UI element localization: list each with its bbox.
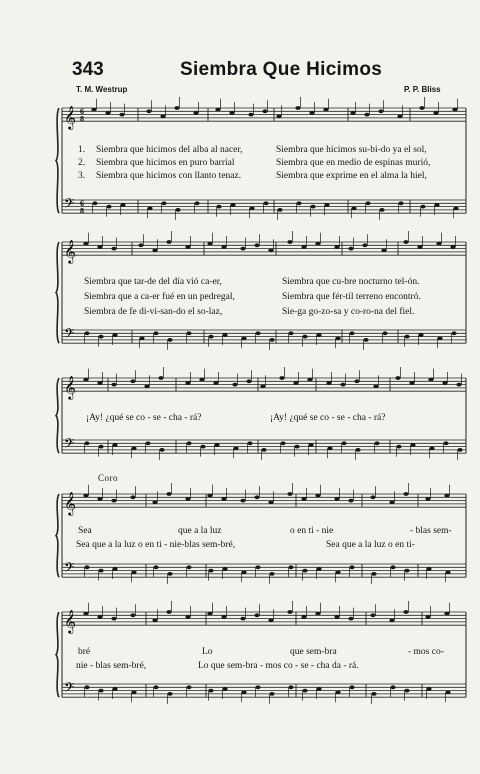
system5-bass-note: [445, 690, 450, 694]
system5-treble-note: [166, 610, 171, 614]
verse2-line2-left: Siembra que a ca-er fué en un pedregal,: [84, 292, 235, 302]
chorus-r2-upper-2: Lo: [202, 647, 213, 657]
system1-treble-note: [262, 109, 267, 113]
system5-bass-note: [208, 689, 213, 693]
system1-bass-note: [420, 205, 425, 209]
system1-treble-note: [295, 106, 300, 110]
system4-treble-note: [425, 497, 430, 501]
system2-treble-note: [185, 245, 190, 249]
system2-treble-note: [254, 243, 259, 247]
system5-bass-note: [241, 690, 246, 694]
refrain-right: ¡Ay! ¿qué se co - se - cha - rá?: [270, 413, 386, 423]
system5-bass-note: [186, 685, 191, 689]
system5-treble-note: [315, 612, 320, 616]
system3-bass-note: [429, 446, 434, 450]
system5-bass-note: [269, 692, 274, 696]
system3-bass-note: [374, 441, 379, 445]
system4-treble-note: [254, 495, 259, 499]
system4-bass-note: [112, 567, 117, 571]
system2-bass-note: [349, 331, 354, 335]
system5-treble-note: [111, 617, 116, 621]
system4-treble-note: [389, 500, 394, 504]
system2-bass-note: [316, 333, 321, 337]
system5-treble-note: [221, 615, 226, 619]
system1-bass-note: [147, 206, 152, 210]
system4-treble-note: [130, 495, 135, 499]
system1-bass-note: [296, 201, 301, 205]
system4-treble-note: [221, 497, 226, 501]
system5-treble-note: [389, 618, 394, 622]
system3-treble-note: [395, 376, 400, 380]
system4-bass-note: [445, 570, 450, 574]
system1-treble-note: [433, 111, 438, 115]
system1-time-sig-bottom: 8: [80, 206, 84, 216]
system4-bass-clef: 𝄢: [64, 559, 75, 579]
system2-bass-note: [84, 331, 89, 335]
system5-treble-note: [83, 612, 88, 616]
system4-treble-note: [111, 499, 116, 503]
system1-treble-note: [174, 106, 179, 110]
system3-bass-note: [410, 443, 415, 447]
system4-treble-note: [83, 494, 88, 498]
system1-treble-note: [350, 111, 355, 115]
system4-treble-note: [185, 497, 190, 501]
system4-treble-note: [287, 492, 292, 496]
system4-bass-note: [371, 572, 376, 576]
system1-treble-note: [378, 109, 383, 113]
system4-bass-note: [222, 567, 227, 571]
system1-time-sig-top: 6: [80, 107, 84, 117]
verse2-line1-left: Siembra que hicimos en puro barrial: [96, 158, 235, 168]
system4-treble-note: [444, 494, 449, 498]
system1-time-sig-bottom: 8: [80, 114, 84, 124]
system1-treble-note: [229, 111, 234, 115]
system4-bass-note: [167, 572, 172, 576]
system2-brace: [56, 242, 59, 343]
system4-treble-note: [152, 500, 157, 504]
system2-treble-note: [362, 243, 367, 247]
chorus-r1-upper-2: que a la luz: [178, 526, 222, 536]
system2-bass-note: [222, 333, 227, 337]
system2-treble-note: [83, 242, 88, 246]
system4-bass-note: [269, 572, 274, 576]
refrain-left: ¡Ay! ¿qué se co - se - cha - rá?: [86, 413, 202, 423]
verse3-line1-left: Siembra que hicimos con llanto tenaz.: [96, 171, 242, 181]
system2-treble-note: [450, 245, 455, 249]
hymn-title: Siembra Que Hicimos: [180, 59, 383, 80]
system4-treble-note: [348, 499, 353, 503]
system4-bass-note: [131, 570, 136, 574]
system2-bass-note: [451, 331, 456, 335]
system1-bass-note: [92, 201, 97, 205]
system5-bass-note: [131, 690, 136, 694]
system1-treble-note: [146, 109, 151, 113]
system5-brace: [56, 612, 59, 697]
system3-treble-note: [456, 383, 461, 387]
system3-bass-note: [327, 446, 332, 450]
system3-treble-note: [83, 378, 88, 382]
system1-treble-note: [323, 108, 328, 112]
chorus-r2-lower-1: nie - blas sem-bré,: [76, 661, 147, 671]
system1-treble-clef: 𝄞: [64, 105, 76, 130]
system3-bass-note: [200, 445, 205, 449]
system5-bass-note: [167, 692, 172, 696]
system2-bass-note: [139, 336, 144, 340]
system1-bass-note: [106, 205, 111, 209]
verse-number-2: 2.: [78, 158, 86, 168]
system5-treble-note: [254, 613, 259, 617]
system4-bass-note: [288, 565, 293, 569]
system4-bass-note: [426, 567, 431, 571]
system5-bass-note: [153, 685, 158, 689]
system1-bass-note: [324, 203, 329, 207]
system3-treble-note: [293, 381, 298, 385]
system4-bass-note: [241, 570, 246, 574]
system1-treble-note: [248, 113, 253, 117]
system3-bass-note: [341, 441, 346, 445]
system5-treble-note: [152, 618, 157, 622]
system1-treble-note: [364, 113, 369, 117]
chorus-r2-upper-1: bré: [78, 647, 91, 657]
system3-bass-note: [131, 446, 136, 450]
system2-bass-note: [98, 335, 103, 339]
system1-brace: [56, 108, 59, 213]
system1-treble-note: [193, 111, 198, 115]
system1-bass-note: [175, 208, 180, 212]
verse2-line1-right: Siembra que en medio de espinas murió,: [276, 158, 431, 168]
system4-bass-note: [98, 569, 103, 573]
system3-bass-note: [112, 443, 117, 447]
system1-bass-note: [453, 206, 458, 210]
system2-bass-note: [418, 333, 423, 337]
system1-bass-note: [434, 203, 439, 207]
system4-bass-note: [335, 570, 340, 574]
system3-bass-note: [159, 448, 164, 452]
system5-treble-note: [425, 615, 430, 619]
system2-treble-note: [111, 247, 116, 251]
system3-treble-note: [199, 378, 204, 382]
verse2-line2-right: Siembra que fér-til terreno encontró.: [282, 292, 421, 302]
system5-treble-note: [444, 612, 449, 616]
system2-bass-note: [167, 338, 172, 342]
verse3-line2-left: Siembra de fe di-vi-san-do el so-laz,: [84, 307, 223, 317]
system2-bass-note: [404, 335, 409, 339]
system3-treble-clef: 𝄞: [64, 375, 76, 400]
system2-treble-note: [417, 245, 422, 249]
system5-treble-note: [348, 617, 353, 621]
verse1-line2-right: Siembra que cu-bre nocturno tel-ón.: [282, 277, 420, 287]
system3-treble-note: [428, 378, 433, 382]
system4-bass-note: [302, 569, 307, 573]
system1-treble-note: [215, 108, 220, 112]
system1-treble-note: [419, 106, 424, 110]
system5-bass-note: [222, 687, 227, 691]
system2-bass-clef: 𝄢: [64, 325, 75, 345]
system5-treble-note: [403, 610, 408, 614]
system4-treble-clef: 𝄞: [64, 491, 76, 516]
system3-bass-note: [145, 441, 150, 445]
system4-bass-note: [84, 565, 89, 569]
system3-treble-note: [279, 376, 284, 380]
system5-treble-note: [287, 610, 292, 614]
system3-bass-note: [186, 441, 191, 445]
system3-bass-note: [233, 446, 238, 450]
system3-bass-note: [457, 448, 462, 452]
system4-treble-note: [315, 494, 320, 498]
system3-bass-note: [280, 441, 285, 445]
system3-treble-note: [307, 378, 312, 382]
system1-bass-note: [216, 205, 221, 209]
system2-treble-note: [207, 242, 212, 246]
system3-bass-note: [308, 443, 313, 447]
system2-bass-note: [363, 338, 368, 342]
system1-bass-note: [249, 206, 254, 210]
system1-treble-note: [105, 111, 110, 115]
system3-bass-note: [443, 441, 448, 445]
system5-bass-note: [390, 685, 395, 689]
system2-treble-note: [287, 240, 292, 244]
system2-treble-note: [152, 248, 157, 252]
system5-bass-note: [371, 692, 376, 696]
system5-treble-note: [240, 617, 245, 621]
system4-bass-note: [316, 567, 321, 571]
verse1-line2-left: Siembra que tar-de del día vió ca-er,: [84, 277, 222, 287]
system3-treble-note: [326, 381, 331, 385]
system5-bass-note: [98, 689, 103, 693]
system4-bass-note: [349, 565, 354, 569]
system2-treble-note: [138, 243, 143, 247]
system4-bass-note: [153, 565, 158, 569]
system4-treble-note: [370, 495, 375, 499]
system1-treble-note: [452, 108, 457, 112]
system5-bass-note: [335, 690, 340, 694]
system3-treble-note: [232, 383, 237, 387]
system1-treble-note: [397, 114, 402, 118]
system3-treble-note: [354, 379, 359, 383]
system2-bass-note: [241, 336, 246, 340]
system1-treble-note: [276, 114, 281, 118]
system1-bass-note: [277, 208, 282, 212]
system2-treble-note: [315, 242, 320, 246]
verse1-line1-right: Siembra que hicimos su-bi-do ya el sol,: [276, 145, 427, 155]
system5-bass-note: [404, 689, 409, 693]
system1-bass-note: [365, 201, 370, 205]
system4-brace: [56, 494, 59, 577]
chorus-r1-lower-2: Sea que a la luz o en ti-: [326, 540, 415, 550]
verse-number-3: 3.: [78, 171, 86, 181]
system4-treble-note: [301, 497, 306, 501]
system4-bass-note: [208, 569, 213, 573]
system4-treble-note: [334, 497, 339, 501]
verse3-line2-right: Sie-ga go-zo-sa y co-ro-na del fiel.: [282, 307, 415, 317]
system3-treble-note: [158, 376, 163, 380]
verse-number-1: 1.: [78, 145, 86, 155]
system2-bass-note: [112, 333, 117, 337]
system3-treble-note: [144, 384, 149, 388]
system4-treble-note: [268, 500, 273, 504]
system2-treble-clef: 𝄞: [64, 239, 76, 264]
system1-treble-note: [119, 113, 124, 117]
system5-bass-note: [255, 685, 260, 689]
system4-bass-note: [390, 565, 395, 569]
composer-credit: P. P. Bliss: [404, 85, 441, 94]
system5-bass-note: [112, 687, 117, 691]
hymn-number: 343: [72, 59, 104, 80]
system2-bass-note: [302, 335, 307, 339]
chorus-r1-lower-1: Sea que a la luz o en ti - nie-blas sem-bré,: [76, 540, 236, 550]
system5-bass-note: [349, 685, 354, 689]
chorus-r2-lower-2: Lo que sem-bra - mos co - se - cha da - rá.: [198, 661, 359, 671]
system4-treble-note: [240, 499, 245, 503]
system2-bass-note: [255, 331, 260, 335]
system2-treble-note: [436, 242, 441, 246]
chorus-r1-upper-4: - blas sem-: [410, 526, 452, 536]
system5-treble-note: [130, 613, 135, 617]
system1-bass-note: [120, 203, 125, 207]
system2-treble-note: [221, 245, 226, 249]
system1-bass-note: [263, 201, 268, 205]
system1-time-sig-top: 6: [80, 199, 84, 209]
system5-bass-note: [302, 689, 307, 693]
system2-treble-note: [166, 240, 171, 244]
system5-bass-note: [288, 685, 293, 689]
system5-treble-note: [185, 615, 190, 619]
system2-treble-note: [334, 245, 339, 249]
system5-treble-clef: 𝄞: [64, 609, 76, 634]
system1-bass-clef: 𝄢: [64, 195, 75, 215]
system3-bass-note: [294, 445, 299, 449]
system3-treble-note: [246, 379, 251, 383]
system4-bass-note: [404, 569, 409, 573]
system2-bass-note: [382, 331, 387, 335]
system4-treble-note: [166, 492, 171, 496]
system3-brace: [56, 378, 59, 453]
system5-bass-note: [316, 687, 321, 691]
system3-treble-note: [213, 381, 218, 385]
system3-treble-note: [340, 383, 345, 387]
system2-treble-note: [381, 248, 386, 252]
system1-bass-note: [161, 201, 166, 205]
system3-treble-note: [409, 381, 414, 385]
system4-bass-note: [186, 565, 191, 569]
system5-bass-note: [84, 685, 89, 689]
system3-bass-note: [214, 443, 219, 447]
verse1-line1-left: Siembra que hicimos del alba al nacer,: [96, 145, 243, 155]
system5-treble-note: [334, 615, 339, 619]
system5-treble-note: [207, 612, 212, 616]
system3-treble-note: [185, 381, 190, 385]
system3-treble-note: [97, 381, 102, 385]
system1-treble-note: [309, 111, 314, 115]
system1-bass-note: [230, 203, 235, 207]
system1-bass-note: [398, 201, 403, 205]
system4-bass-note: [255, 565, 260, 569]
system5-treble-note: [268, 618, 273, 622]
chorus-r2-upper-4: - mos co-: [408, 647, 444, 657]
system3-bass-note: [247, 441, 252, 445]
chorus-label: Coro: [98, 473, 118, 483]
system2-bass-note: [437, 336, 442, 340]
system2-bass-note: [208, 335, 213, 339]
system3-treble-note: [373, 384, 378, 388]
system2-bass-note: [288, 331, 293, 335]
system3-bass-note: [84, 441, 89, 445]
system2-treble-note: [301, 245, 306, 249]
system3-bass-note: [355, 448, 360, 452]
chorus-r1-upper-1: Sea: [78, 526, 92, 536]
system3-bass-note: [98, 445, 103, 449]
system2-treble-note: [240, 247, 245, 251]
system2-bass-note: [269, 338, 274, 342]
lyricist-credit: T. M. Westrup: [76, 85, 128, 94]
system2-bass-note: [153, 331, 158, 335]
system2-treble-note: [403, 240, 408, 244]
system1-bass-note: [310, 205, 315, 209]
system3-treble-note: [111, 383, 116, 387]
system5-treble-note: [97, 615, 102, 619]
system1-bass-note: [194, 201, 199, 205]
system2-bass-note: [335, 336, 340, 340]
system3-treble-note: [260, 384, 265, 388]
system3-bass-clef: 𝄢: [64, 435, 75, 455]
system4-treble-note: [403, 492, 408, 496]
system2-treble-note: [268, 248, 273, 252]
system1-bass-note: [379, 208, 384, 212]
verse3-line1-right: Siembra que exprime en el alma la hiel,: [276, 171, 427, 181]
system5-bass-note: [426, 687, 431, 691]
system2-treble-note: [97, 245, 102, 249]
system1-treble-note: [91, 108, 96, 112]
chorus-r1-upper-3: o en ti - nie: [290, 526, 334, 536]
system2-bass-note: [186, 331, 191, 335]
system5-treble-note: [301, 615, 306, 619]
system5-treble-note: [370, 613, 375, 617]
chorus-r2-upper-3: que sem-bra: [290, 647, 337, 657]
system3-treble-note: [130, 379, 135, 383]
system5-bass-clef: 𝄢: [64, 679, 75, 699]
system4-treble-note: [207, 494, 212, 498]
system3-bass-note: [396, 445, 401, 449]
system1-treble-note: [160, 114, 165, 118]
system3-treble-note: [442, 381, 447, 385]
system4-treble-note: [97, 497, 102, 501]
system1-bass-note: [351, 206, 356, 210]
system2-treble-note: [348, 247, 353, 251]
system3-bass-note: [261, 448, 266, 452]
